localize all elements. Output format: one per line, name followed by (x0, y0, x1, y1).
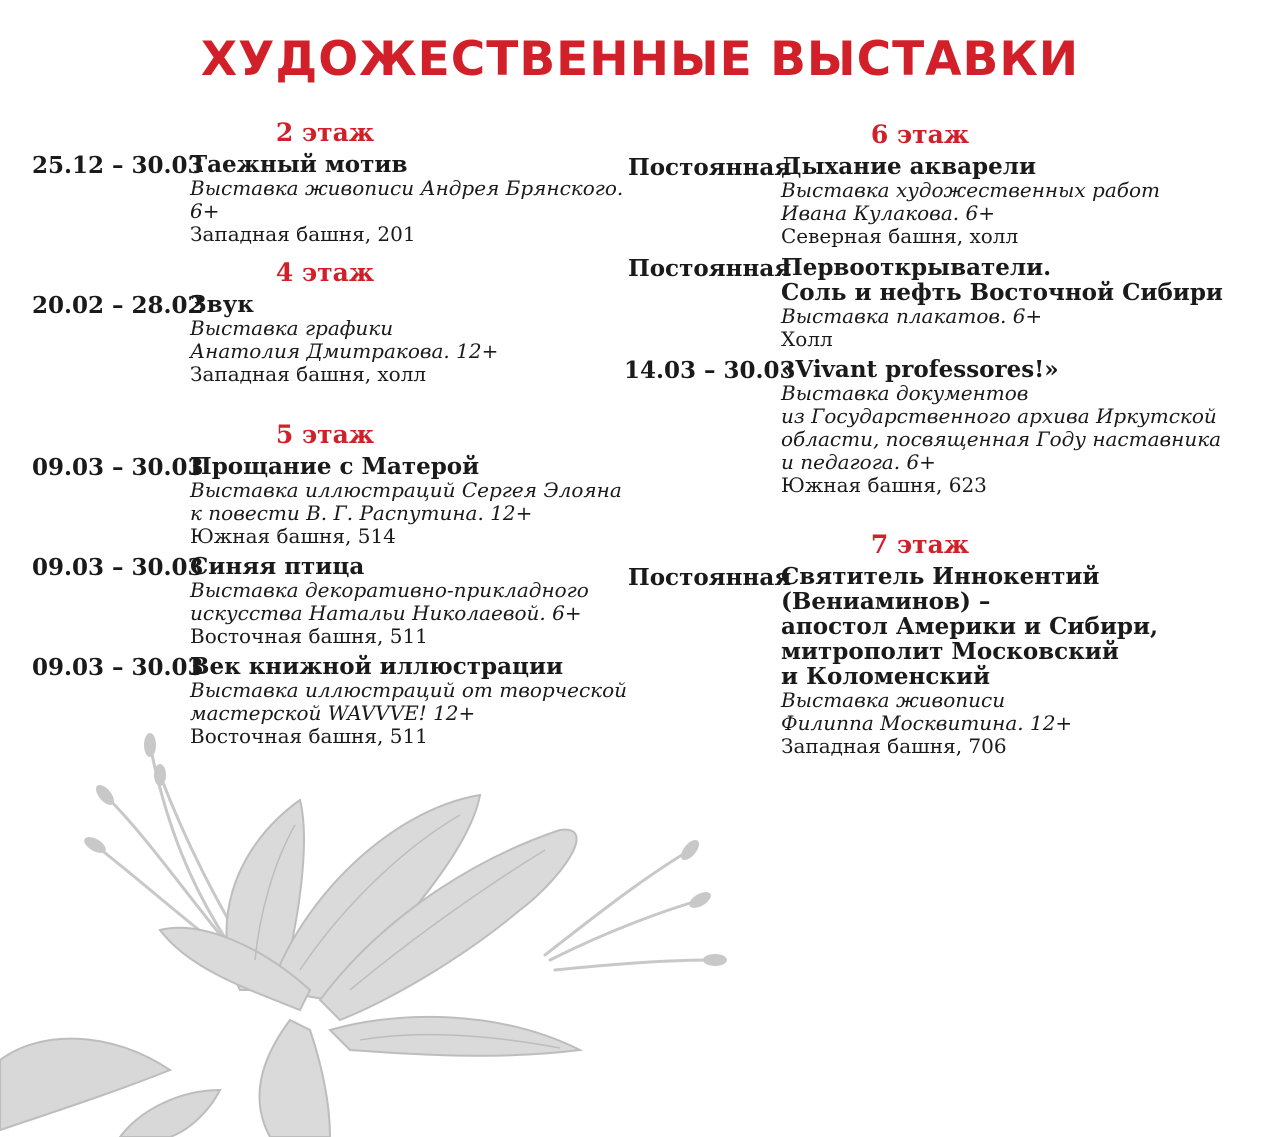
floor-heading: 5 этаж (275, 420, 375, 449)
exhibition-title: Святитель Иннокентий (Вениаминов) – апостол Америки и Сибири, митрополит Московский и Коломенский (781, 563, 1159, 690)
exhibition-date: 25.12 – 30.03 (32, 152, 204, 179)
exhibition-location: Западная башня, холл (190, 362, 427, 386)
exhibition-title: Таежный мотив (190, 151, 408, 178)
exhibition-location: Холл (781, 327, 833, 351)
exhibition-location: Южная башня, 514 (190, 524, 396, 548)
exhibition-title: Дыхание акварели (781, 153, 1037, 180)
exhibition-date: Постоянная (628, 564, 792, 591)
exhibition-date: 09.03 – 30.03 (32, 554, 204, 581)
exhibition-date: Постоянная (628, 154, 792, 181)
exhibition-description: Выставка декоративно-прикладного искусства Натальи Николаевой. 6+ (190, 578, 589, 625)
exhibition-date: 20.02 – 28.02 (32, 292, 204, 319)
exhibition-date: 09.03 – 30.03 (32, 454, 204, 481)
exhibition-title: Век книжной иллюстрации (190, 653, 564, 680)
exhibition-description: Выставка иллюстраций Сергея Элояна к повести В. Г. Распутина. 12+ (190, 478, 622, 525)
exhibition-description: Выставка живописи Андрея Брянского. 6+ (190, 176, 624, 223)
exhibition-location: Западная башня, 201 (190, 222, 416, 246)
exhibition-title: Прощание с Матерой (190, 453, 480, 480)
exhibition-description: Выставка графики Анатолия Дмитракова. 12+ (190, 316, 499, 363)
exhibition-description: Выставка живописи Филиппа Москвитина. 12+ (781, 688, 1073, 735)
exhibition-description: Выставка художественных работ Ивана Кулакова. 6+ (781, 178, 1160, 225)
exhibition-description: Выставка плакатов. 6+ (781, 304, 1043, 328)
lily-flower-illustration-icon (0, 730, 760, 1137)
exhibition-title: Синяя птица (190, 553, 365, 580)
exhibition-location: Восточная башня, 511 (190, 724, 428, 748)
floor-heading: 2 этаж (275, 118, 375, 147)
exhibition-date: 09.03 – 30.03 (32, 654, 204, 681)
exhibition-title: «Vivant professores!» (781, 356, 1059, 383)
exhibition-title: Первооткрыватели. Соль и нефть Восточной Сибири (781, 254, 1223, 306)
exhibition-date: 14.03 – 30.03 (624, 357, 796, 384)
exhibition-title: Звук (190, 291, 254, 318)
exhibition-date: Постоянная (628, 255, 792, 282)
exhibition-location: Западная башня, 706 (781, 734, 1007, 758)
exhibition-description: Выставка иллюстраций от творческой мастерской WAVVVE! 12+ (190, 678, 628, 725)
page-title: ХУДОЖЕСТВЕННЫЕ ВЫСТАВКИ (200, 32, 1080, 87)
floor-heading: 4 этаж (275, 258, 375, 287)
exhibition-location: Южная башня, 623 (781, 473, 987, 497)
floor-heading: 6 этаж (870, 120, 970, 149)
exhibition-location: Северная башня, холл (781, 224, 1019, 248)
exhibition-location: Восточная башня, 511 (190, 624, 428, 648)
floor-heading: 7 этаж (870, 530, 970, 559)
exhibition-description: Выставка документов из Государственного архива Иркутской области, посвященная Году наставника и педагога. 6+ (781, 381, 1222, 474)
